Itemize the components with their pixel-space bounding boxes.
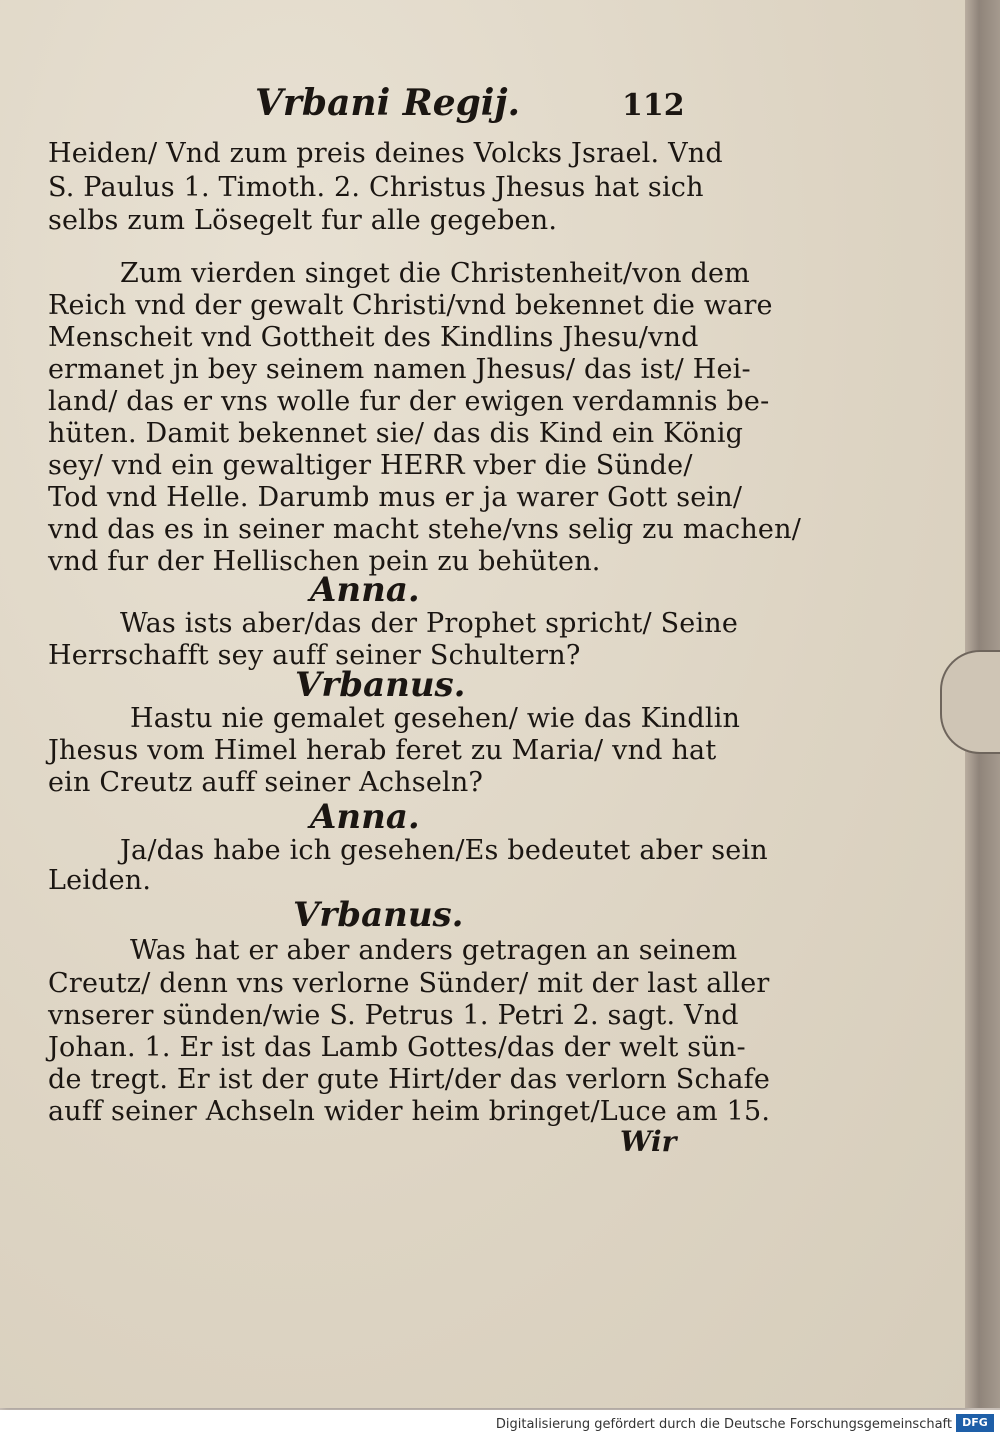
book-clasp-tab [940,650,1000,754]
dfg-logo: DFG [956,1414,994,1432]
text-line: Hastu nie gemalet gesehen/ wie das Kindlin [130,703,741,734]
text-line: Menscheit vnd Gottheit des Kindlins Jhesu/vnd [48,322,699,353]
text-line: Jhesus vom Himel herab feret zu Maria/ vnd hat [48,735,717,766]
funding-credit: Digitalisierung gefördert durch die Deutsche Forschungsgemeinschaft [495,1417,952,1432]
text-line: ermanet jn bey seinem namen Jhesus/ das ist/ Hei- [48,354,751,385]
text-line: auff seiner Achseln wider heim bringet/Luce am 15. [48,1096,771,1127]
text-line: Leiden. [48,865,152,896]
text-line: hüten. Damit bekennet sie/ das dis Kind ein König [48,418,744,449]
text-line: Herrschafft sey auff seiner Schultern? [48,640,581,671]
text-line: Tod vnd Helle. Darumb mus er ja warer Gott sein/ [48,482,743,513]
text-line: ein Creutz auff seiner Achseln? [48,767,484,798]
text-line: Was ists aber/das der Prophet spricht/ Seine [120,608,739,639]
text-line: Zum vierden singet die Christenheit/von dem [120,258,750,289]
text-line: Reich vnd der gewalt Christi/vnd bekennet die ware [48,290,773,321]
text-line: S. Paulus 1. Timoth. 2. Christus Jhesus hat sich [48,172,704,203]
text-line: vnd das es in seiner macht stehe/vns selig zu machen/ [48,514,801,545]
running-header-title: Vrbani Regij. [255,82,521,124]
page-number: 112 [622,88,685,123]
text-line: Was hat er aber anders getragen an seinem [130,935,738,966]
text-line: Ja/das habe ich gesehen/Es bedeutet aber sein [120,835,768,866]
speaker-heading: Vrbanus. [295,665,466,705]
text-line: selbs zum Lösegelt fur alle gegeben. [48,205,558,236]
catchword: Wir [620,1125,677,1158]
speaker-heading: Anna. [310,797,420,837]
text-line: Heiden/ Vnd zum preis deines Volcks Jsrael. Vnd [48,138,723,169]
text-line: vnserer sünden/wie S. Petrus 1. Petri 2. sagt. Vnd [48,1000,739,1031]
text-line: Creutz/ denn vns verlorne Sünder/ mit der last aller [48,968,770,999]
speaker-heading: Anna. [310,570,420,610]
text-line: de tregt. Er ist der gute Hirt/der das verlorn Schafe [48,1064,771,1095]
text-line: sey/ vnd ein gewaltiger HERR vber die Sünde/ [48,450,693,481]
text-line: land/ das er vns wolle fur der ewigen verdamnis be- [48,386,770,417]
text-line: vnd fur der Hellischen pein zu behüten. [48,546,601,577]
speaker-heading: Vrbanus. [293,895,464,935]
text-line: Johan. 1. Er ist das Lamb Gottes/das der welt sün- [48,1032,746,1063]
